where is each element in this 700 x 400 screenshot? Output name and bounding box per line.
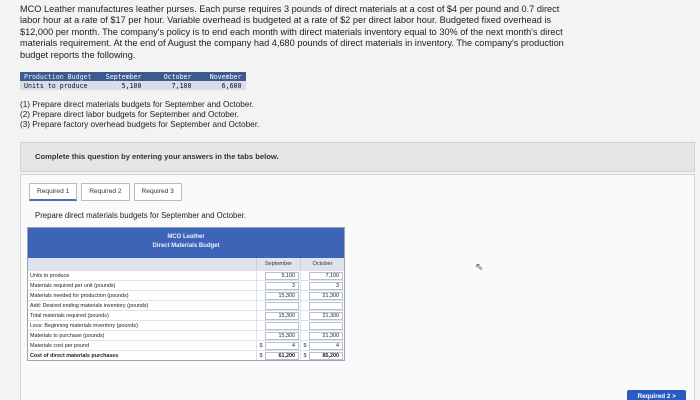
budget-cell-oct [300, 271, 344, 280]
budget-input-sep[interactable]: 15,300 [265, 312, 299, 320]
budget-cell-oct [300, 351, 344, 360]
tab-required-1[interactable]: Required 1 [29, 183, 77, 201]
next-required-button[interactable]: Required 2 > [627, 390, 686, 400]
budget-input-oct[interactable]: 3 [309, 282, 343, 290]
direct-materials-budget [27, 227, 345, 361]
column-october: October [300, 258, 344, 270]
budget-cell-sep [256, 341, 300, 350]
budget-row [28, 340, 344, 350]
budget-input-oct[interactable] [309, 302, 343, 310]
currency-symbol: $ [259, 352, 263, 359]
mouse-cursor-icon: ⇖ [475, 262, 484, 273]
currency-symbol: $ [303, 342, 307, 349]
budget-row-label: Less: Beginning materials inventory (pounds) [30, 323, 138, 329]
budget-cell-sep [256, 281, 300, 290]
budget-row-label: Materials cost per pound [30, 343, 90, 349]
budget-row [28, 350, 344, 360]
production-budget-table [20, 72, 246, 90]
budget-cell-oct [300, 341, 344, 350]
units-september: 5,100 [96, 81, 146, 90]
budget-row-label: Cost of direct materials purchases [30, 353, 119, 359]
budget-cell-oct [300, 331, 344, 340]
budget-row [28, 290, 344, 300]
units-november: 6,600 [196, 81, 246, 90]
instruction-card [20, 142, 695, 172]
budget-row-label: Units to produce [30, 273, 70, 279]
budget-input-oct[interactable]: 4 [309, 342, 343, 350]
budget-row [28, 300, 344, 310]
budget-input-sep[interactable]: 5,100 [265, 272, 299, 280]
budget-input-oct[interactable]: 21,300 [309, 312, 343, 320]
budget-row [28, 280, 344, 290]
units-to-produce-label: Units to produce [20, 81, 96, 90]
budget-input-oct[interactable]: 7,100 [309, 272, 343, 280]
budget-row-label: Materials needed for production (pounds) [30, 293, 129, 299]
budget-input-sep[interactable]: 15,300 [265, 332, 299, 340]
budget-cell-oct [300, 311, 344, 320]
budget-row-label: Materials to purchase (pounds) [30, 333, 105, 339]
tab-required-3[interactable]: Required 3 [134, 183, 182, 201]
budget-input-sep[interactable] [265, 302, 299, 310]
tab-bar [29, 183, 182, 201]
requirement-3: (3) Prepare factory overhead budgets for September and October. [20, 120, 260, 130]
budget-input-oct[interactable]: 21,300 [309, 292, 343, 300]
budget-input-oct[interactable]: 21,300 [309, 332, 343, 340]
budget-input-oct[interactable]: 85,200 [309, 352, 343, 360]
budget-input-sep[interactable] [265, 322, 299, 330]
budget-input-sep[interactable]: 15,300 [265, 292, 299, 300]
budget-cell-sep [256, 301, 300, 310]
budget-row-label: Total materials required (pounds) [30, 313, 109, 319]
budget-cell-sep [256, 311, 300, 320]
month-november: November [196, 72, 246, 81]
budget-cell-sep [256, 291, 300, 300]
instruction-card-text: Complete this question by entering your answers in the tabs below. [35, 152, 279, 161]
budget-input-sep[interactable]: 61,200 [265, 352, 299, 360]
month-september: September [96, 72, 146, 81]
budget-row [28, 270, 344, 280]
requirement-2: (2) Prepare direct labor budgets for September and October. [20, 110, 239, 120]
budget-input-sep[interactable]: 4 [265, 342, 299, 350]
budget-cell-sep [256, 321, 300, 330]
production-budget-label: Production Budget [20, 72, 96, 81]
budget-cell-oct [300, 291, 344, 300]
budget-cell-oct [300, 281, 344, 290]
tab-required-2[interactable]: Required 2 [81, 183, 129, 201]
budget-input-sep[interactable]: 3 [265, 282, 299, 290]
budget-row [28, 320, 344, 330]
budget-row-label: Add: Desired ending materials inventory (pounds) [30, 303, 149, 309]
answer-panel [20, 174, 695, 400]
budget-cell-sep [256, 271, 300, 280]
budget-input-oct[interactable] [309, 322, 343, 330]
units-october: 7,100 [146, 81, 196, 90]
column-september: September [256, 258, 300, 270]
budget-company: MCO Leather [167, 234, 205, 240]
budget-row-label: Materials required per unit (pounds) [30, 283, 116, 289]
budget-row [28, 330, 344, 340]
budget-cell-sep [256, 351, 300, 360]
requirements-list [20, 100, 259, 131]
budget-column-headers [28, 258, 344, 270]
currency-symbol: $ [259, 342, 263, 349]
problem-statement: MCO Leather manufactures leather purses. Each purse requires 3 pounds of direct materials at a cost of $4 per pound and 0.7 direct labor hour at a rate of $17 per hour. Variable overhead is budgeted at a rate of $2 per direct labor hour. Budgeted fixed overhead is $12,000 per month. The company's policy is to end each month with direct materials inventory equal to 30% of the next month's direct materials requirement. At the end of August the company had 4,680 pounds of direct materials in inventory. The company's production budget reports the following. [20, 4, 564, 60]
requirement-1: (1) Prepare direct materials budgets for September and October. [20, 100, 254, 109]
currency-symbol: $ [303, 352, 307, 359]
budget-cell-oct [300, 321, 344, 330]
budget-header [28, 228, 344, 258]
budget-title: Direct Materials Budget [152, 243, 220, 249]
budget-cell-sep [256, 331, 300, 340]
budget-cell-oct [300, 301, 344, 310]
budget-row [28, 310, 344, 320]
month-october: October [146, 72, 196, 81]
panel-instruction: Prepare direct materials budgets for September and October. [35, 211, 247, 220]
